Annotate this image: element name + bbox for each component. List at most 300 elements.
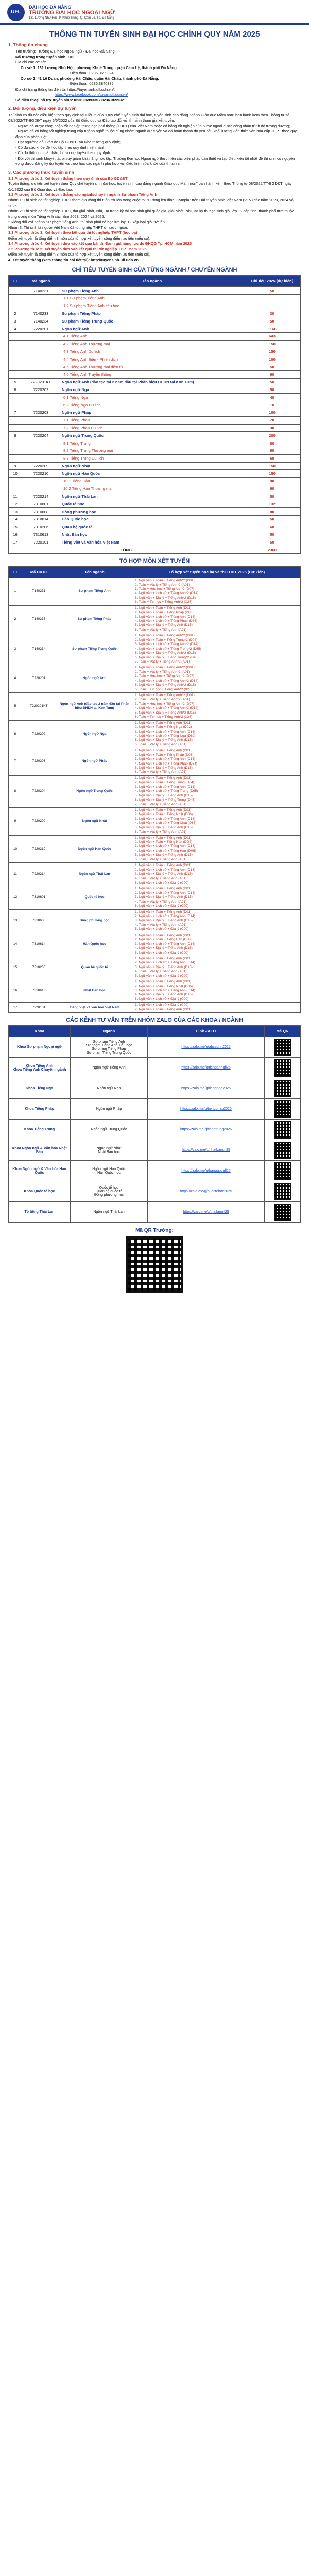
col-header: Link ZALO [148, 1026, 265, 1037]
quota-value: 60 [244, 454, 301, 462]
zalo-qr-code[interactable] [274, 1121, 291, 1139]
quota-value: 50 [244, 531, 301, 538]
quota-code [22, 294, 60, 302]
combo-tt: 15 [9, 956, 22, 979]
combo-major-name: Ngôn ngữ Pháp [56, 748, 133, 776]
quota-tt: 16 [9, 531, 22, 538]
quota-major-name: Quốc tế học [60, 500, 244, 508]
combo-major-name: Ngôn ngữ Nhật [56, 807, 133, 835]
zalo-majors: Ngôn ngữ Nhật Nhật Bản học [71, 1140, 148, 1161]
quota-row [9, 500, 301, 508]
quota-tt [9, 416, 22, 424]
quota-value: 30 [244, 424, 301, 432]
zalo-qr-cell [265, 1099, 301, 1120]
quota-tt [9, 485, 22, 493]
quota-code [22, 401, 60, 409]
quota-tt: 4 [9, 325, 22, 333]
zalo-majors: Sư phạm Tiếng Anh Sư phạm Tiếng Anh Tiểu học Sư phạm Tiếng Pháp Sư phạm Tiếng Trung Quốc [71, 1037, 148, 1058]
zalo-link[interactable]: https://zalo.me/g/nhatbanufl25 [148, 1140, 265, 1161]
quota-code: 7140234 [22, 317, 60, 325]
combo-subjects: 1. Ngữ văn + Toán + Tiếng Anh (D01) 2. Ngữ văn + Toán + Tiếng Pháp (D03) 3. Ngữ văn + Lịch sử + Tiếng Anh (D14) 4. Ngữ văn + Lịch sử + Tiếng Pháp (D64) 5. Ngữ văn + Địa lý + Tiếng Anh (D15) 6. Toán + Vật lý + Tiếng Anh (A01) [133, 605, 301, 633]
quota-row [9, 538, 301, 546]
combo-row [9, 605, 301, 633]
quota-value: 50 [244, 317, 301, 325]
quota-code: 7220201 [22, 325, 60, 333]
zalo-qr-code[interactable] [274, 1183, 291, 1200]
quota-tt [9, 394, 22, 401]
method-heading: 3.2 Phương thức 2: Xét tuyển thẳng vào ngành/chuyên ngành Sư phạm Tiếng Anh [8, 192, 158, 197]
quota-tt: 11 [9, 493, 22, 500]
quota-code: 7310601 [22, 500, 60, 508]
zalo-row [9, 1058, 301, 1078]
quota-row [9, 478, 301, 485]
col-header: Tên ngành [60, 276, 244, 287]
combo-code: 7310613 [22, 979, 56, 1003]
quota-code [22, 370, 60, 378]
quota-row [9, 485, 301, 493]
combo-subjects: 1. Ngữ văn + Toán + Tiếng Anh (D01) 2. Ngữ văn + Lịch sử + Tiếng Anh (D14) 3. Ngữ văn + Địa lý + Tiếng Anh (D15) 4. Toán + Vật lý + Tiếng Anh (A01) 5. Ngữ văn + Lịch sử + Địa lý (C00) [133, 863, 301, 886]
combo-code: 7220203 [22, 748, 56, 776]
zalo-link[interactable]: https://zalo.me/g/abcspnn2025 [148, 1037, 265, 1058]
combo-major-name: Nhật Bản học [56, 979, 133, 1003]
zalo-row [9, 1140, 301, 1161]
intro-section [0, 42, 309, 263]
method-text: Nhóm 1: Thí sinh đã tốt nghiệp THPT tham gia vòng thi tuần trở lên trong cuộc thi "Đường lên đỉnh Olympia" trên Đài truyền hình Việt Nam (VTV) các năm 2023, 2024 và 2025. [8, 197, 294, 208]
quota-major-name: Nhật Bản học [60, 531, 244, 538]
combo-code: 7140234 [22, 633, 56, 665]
zalo-qr-cell [265, 1120, 301, 1140]
col-header: TT [9, 567, 22, 578]
zalo-faculty: Khoa Ngôn ngữ & Văn hóa Nhật Bản [9, 1140, 71, 1161]
quota-major-name: Ngôn ngữ Nga [60, 386, 244, 394]
combo-row [9, 665, 301, 693]
quota-code: 7310608 [22, 508, 60, 516]
quota-tt: 9 [9, 462, 22, 470]
combo-row [9, 863, 301, 886]
combo-tt: 5 [9, 693, 22, 721]
quota-table-title: CHỈ TIÊU TUYỂN SINH CỦA TỪNG NGÀNH / CHUYÊN NGÀNH [72, 267, 237, 274]
combo-tt: 13 [9, 909, 22, 933]
zalo-majors: Ngôn ngữ Nga [71, 1078, 148, 1099]
combo-subjects: 1. Ngữ văn + Toán + Tiếng Anh*2 (D01) 2. Toán + Vật lý + Tiếng Anh*2 (A01) 3. Toán + Hóa học + Tiếng Anh*2 (D07) 4. Ngữ văn + Lịch sử + Tiếng Anh*2 (D14) 5. Ngữ văn + Địa lý + Tiếng Anh*2 (D15) 6. Toán + Tin học + Tiếng Anh*2 (X26) [133, 665, 301, 693]
quota-row [9, 409, 301, 416]
quota-major-name: 1.1 Sư phạm Tiếng Anh [60, 294, 244, 302]
zalo-faculty: Tổ tiếng Thái Lan [9, 1202, 71, 1223]
quota-tt [9, 478, 22, 485]
quota-code [22, 348, 60, 355]
combo-row [9, 979, 301, 1003]
quota-major-name: 4.2 Tiếng Anh Thương mại [60, 340, 244, 348]
zalo-link[interactable]: https://zalo.me/g/tiengphap2025 [148, 1099, 265, 1120]
quota-code: 7220210 [22, 470, 60, 478]
combo-row [9, 956, 301, 979]
quota-row [9, 378, 301, 386]
quota-row [9, 447, 301, 454]
combo-subjects: 1. Ngữ văn + Toán + Tiếng Anh (D01) 2. Ngữ văn + Toán + Tiếng Hàn (DD2) 3. Ngữ văn + Lịch sử + Tiếng Anh (D14) 4. Ngữ văn + Lịch sử + Tiếng Hàn (DH5) 5. Ngữ văn + Địa lý + Tiếng Anh (D15) 6. Toán + Vật lý + Tiếng Anh (A01) [133, 835, 301, 863]
quota-major-name: Ngôn ngữ Anh (đào tạo tại 2 năm đầu tại Phân hiệu ĐHĐN tại Kon Tum) [60, 378, 244, 386]
quota-row [9, 470, 301, 478]
zalo-row [9, 1202, 301, 1223]
quota-major-name: Đông phương học [60, 508, 244, 516]
zalo-qr-code[interactable] [274, 1162, 291, 1180]
combo-code: 7220214 [22, 863, 56, 886]
combo-row [9, 1003, 301, 1013]
zalo-qr-cell [265, 1078, 301, 1099]
combo-subjects: 1. Ngữ văn + Toán + Tiếng Anh*2 (D01) 2. Toán + Vật lý + Tiếng Anh*2 (A01) 3. Toán + Hóa học + Tiếng Anh*2 (D07) 4. Ngữ văn + Lịch sử + Tiếng Anh*2 (D14) 5. Ngữ văn + Địa lý + Tiếng Anh*2 (D15) 6. Toán + Tin học + Tiếng Anh*2 (X26) [133, 693, 301, 721]
zalo-qr-cell [265, 1037, 301, 1058]
quota-code: 7220204 [22, 432, 60, 439]
quota-code [22, 454, 60, 462]
quota-major-name: 1.2 Sư phạm Tiếng Anh tiểu học [60, 302, 244, 310]
zalo-faculty: Khoa Quốc tế học [9, 1181, 71, 1202]
combo-major-name: Tiếng Việt và văn hóa Việt Nam [56, 1003, 133, 1013]
method-text: Nhóm 3: Thí sinh là người Việt Nam đã tốt nghiệp THPT ở nước ngoài. [8, 225, 128, 230]
zalo-link[interactable]: https://zalo.me/g/hanquocufl25 [148, 1161, 265, 1181]
zalo-link[interactable]: https://zalo.me/g/thailanufl25 [148, 1202, 265, 1223]
quota-value: 50 [244, 516, 301, 523]
combo-major-name: Đông phương học [56, 909, 133, 933]
quota-row [9, 294, 301, 302]
university-logo [7, 4, 25, 21]
combo-code: 7220201KT [22, 693, 56, 721]
combo-major-name: Ngôn ngữ Nga [56, 720, 133, 748]
combo-code: 7220101 [22, 1003, 56, 1013]
zalo-link[interactable]: https://zalo.me/g/tiengtrung2025 [148, 1120, 265, 1140]
quota-value: 30 [244, 310, 301, 317]
combo-major-name: Hàn Quốc học [56, 933, 133, 956]
method-text: Tuyển thẳng, ưu tiên xét tuyển theo Quy chế tuyển sinh đại học; tuyển sinh cao đẳng ngành Giáo dục Mầm non" ban hành kèm theo Thông tư 08/2022/TT-BGDĐT ngày 6/6/2022 của Bộ Giáo dục và Đào tạo. [8, 181, 292, 192]
quota-tt: 14 [9, 516, 22, 523]
quota-value: 50 [244, 538, 301, 546]
quota-code [22, 478, 60, 485]
zalo-qr-cell [265, 1181, 301, 1202]
combo-tt: 9 [9, 807, 22, 835]
quota-major-name: 4.1 Tiếng Anh [60, 332, 244, 340]
quota-value: 50 [244, 378, 301, 386]
method-heading: 3.4 Phương thức 4: Xét tuyển dựa vào kết quả bài thi Đánh giá năng lực do ĐHQG Tp. HCM năm 2025 [8, 241, 192, 246]
zalo-qr-code[interactable] [274, 1142, 291, 1159]
quota-value: 150 [244, 340, 301, 348]
combo-major-name: Quốc tế học [56, 886, 133, 909]
quota-value: 90 [244, 478, 301, 485]
zalo-row [9, 1037, 301, 1058]
quota-tt [9, 424, 22, 432]
facebook-link[interactable]: https://www.facebook.com/tuvan.ufl.udn.vn/ [55, 92, 128, 97]
combo-row [9, 578, 301, 606]
quota-code [22, 485, 60, 493]
quota-code: 7140233 [22, 310, 60, 317]
quota-value: 132 [244, 500, 301, 508]
combo-major-name: Ngôn ngữ Anh (đào tạo 2 năm đầu tại Phân hiệu ĐHĐN tại Kon Tum) [56, 693, 133, 721]
combo-subjects: 1. Ngữ văn + Toán + Tiếng Anh (D01) 2. Ngữ văn + Toán + Tiếng Pháp (D03) 3. Ngữ văn + Lịch sử + Tiếng Anh (D14) 4. Ngữ văn + Lịch sử + Tiếng Pháp (D64) 5. Ngữ văn + Địa lý + Tiếng Anh (D15) 6. Toán + Vật lý + Tiếng Anh (A01) [133, 748, 301, 776]
quota-row [9, 355, 301, 363]
quota-major-name: Hàn Quốc học [60, 516, 244, 523]
quota-major-name: Ngôn ngữ Pháp [60, 409, 244, 416]
zalo-row [9, 1181, 301, 1202]
combo-code: 7220202 [22, 720, 56, 748]
col-header: Mã ngành [22, 276, 60, 287]
col-header: Mã QR [265, 1026, 301, 1037]
combo-code: 7140233 [22, 605, 56, 633]
quota-row [9, 416, 301, 424]
zalo-row [9, 1099, 301, 1120]
method-heading: 3.1 Phương thức 1: Xét tuyển thẳng theo quy định của Bộ GD&ĐT [8, 176, 128, 181]
quota-row [9, 370, 301, 378]
combo-major-name: Quan hệ quốc tế [56, 956, 133, 979]
zalo-qr-code[interactable] [274, 1080, 291, 1097]
quota-code: 7220203 [22, 409, 60, 416]
combo-table [8, 566, 301, 1013]
combo-row [9, 748, 301, 776]
quota-value: 150 [244, 348, 301, 355]
quota-value: 80 [244, 439, 301, 447]
quota-major-name: Ngôn ngữ Hàn Quốc [60, 470, 244, 478]
quota-row [9, 424, 301, 432]
quota-row [9, 340, 301, 348]
intro-line: Cơ sở 2: 41 Lê Duẩn, phường Hải Châu, quận Hải Châu, thành phố Đà Nẵng. [21, 76, 159, 81]
combo-code: 7220210 [22, 835, 56, 863]
quota-tt [9, 294, 22, 302]
quota-value: 200 [244, 432, 301, 439]
quota-major-name: 4.5 Tiếng Anh Thương mại điện tử [60, 363, 244, 371]
intro-line: Địa chỉ trang thông tin điện tử: https://tuyensinh.ufl.udn.vn/; [15, 87, 115, 92]
col-header: Ngành [71, 1026, 148, 1037]
intro-bullet: - Người đã có bằng tốt nghiệp trung cấp ngành nghề thuộc cùng nhóm ngành dự tuyển và đã hoàn thành đủ yêu cầu khối lượng kiến thức văn hóa cấp THPT theo quy định của pháp luật. [8, 129, 301, 140]
quota-major-name: 10.2 Tiếng Hàn Thương mại [60, 485, 244, 493]
quota-row [9, 401, 301, 409]
combo-code: 7310608 [22, 909, 56, 933]
combo-tt: 11 [9, 863, 22, 886]
zalo-majors: Quốc tế học Quan hệ quốc tế Đông phương học [71, 1181, 148, 1202]
quota-tt: 13 [9, 508, 22, 516]
zalo-table [8, 1025, 301, 1223]
quota-row [9, 302, 301, 310]
quota-code [22, 394, 60, 401]
quota-major-name: 8.2 Tiếng Trung Thương mại [60, 447, 244, 454]
quota-major-name: 7.1 Tiếng Pháp [60, 416, 244, 424]
combo-row [9, 633, 301, 665]
quota-code [22, 332, 60, 340]
quota-value [244, 302, 301, 310]
combo-row [9, 835, 301, 863]
zalo-row [9, 1120, 301, 1140]
combo-row [9, 775, 301, 807]
zalo-faculty: Khoa Tiếng Nga [9, 1078, 71, 1099]
quota-table [8, 275, 301, 554]
quota-tt: 17 [9, 538, 22, 546]
quota-value: 10 [244, 401, 301, 409]
combo-row [9, 933, 301, 956]
combo-code: 7310206 [22, 956, 56, 979]
quota-major-name: 4.6 Tiếng Anh Truyền thông [60, 370, 244, 378]
combo-tt: 8 [9, 775, 22, 807]
zalo-majors: Ngôn ngữ Thái Lan [71, 1202, 148, 1223]
combo-tt: 16 [9, 979, 22, 1003]
zalo-faculty: Khoa Tiếng Anh Khoa Tiếng Anh Chuyên ngành [9, 1058, 71, 1078]
quota-code: 7220201KT [22, 378, 60, 386]
quota-major-name: 8.1 Tiếng Trung [60, 439, 244, 447]
quota-total-row [9, 546, 301, 554]
intro-line: Số điện thoại hỗ trợ tuyển sinh: 0236.3699335 / 0236.3699321 [15, 97, 126, 103]
col-header: Tổ hợp xét tuyển học bạ và thi THPT 2025 (Dự kiến) [133, 567, 301, 578]
quota-tt: 12 [9, 500, 22, 508]
page-title: THÔNG TIN TUYỂN SINH ĐẠI HỌC CHÍNH QUY NĂM 2025 [49, 30, 260, 39]
quota-major-name: Sư phạm Tiếng Pháp [60, 310, 244, 317]
quota-code: 7310613 [22, 531, 60, 538]
quota-row [9, 317, 301, 325]
quota-code: 7220209 [22, 462, 60, 470]
combo-tt: 2 [9, 605, 22, 633]
quota-tt [9, 370, 22, 378]
quota-row [9, 493, 301, 500]
combo-row [9, 886, 301, 909]
quota-value: 60 [244, 370, 301, 378]
method-text: Nhóm 2: Thí sinh đã tốt nghiệp THPT, đạt giải Nhất, Nhì, Ba trong kỳ thi học sinh giỏi quốc gia, giải Nhất, Nhì, Ba kỳ thi học sinh giỏi lớp 12 cấp tỉnh, thành phố trực thuộc trung ương môn Tiếng Anh các năm 2023, 2024 và 2025. [8, 209, 294, 219]
quota-code [22, 355, 60, 363]
quota-tt [9, 401, 22, 409]
school-qr-code[interactable] [126, 1236, 183, 1293]
quota-tt: 1 [9, 287, 22, 295]
zalo-link[interactable]: https://zalo.me/g/tienganhufl25 [148, 1058, 265, 1078]
quota-row [9, 325, 301, 333]
quota-code [22, 340, 60, 348]
method-text: Điểm xét tuyển là tổng điểm 3 môn của tổ hợp xét tuyển cộng điểm ưu tiên (nếu có). [8, 235, 151, 241]
intro-line: Cơ sở 1: 131 Lương Nhữ Hộc, phường Khuê Trung, quận Cẩm Lệ, thành phố Đà Nẵng. [21, 65, 178, 70]
zalo-qr-cell [265, 1058, 301, 1078]
quota-row [9, 432, 301, 439]
quota-code: 7220214 [22, 493, 60, 500]
zalo-majors: Ngôn ngữ Hàn Quốc Hàn Quốc học [71, 1161, 148, 1181]
quota-tt [9, 454, 22, 462]
quota-tt [9, 439, 22, 447]
intro-line: Tên trường: Trường Đại học Ngoại ngữ - Đại học Đà Nẵng [15, 49, 115, 54]
zalo-qr-code[interactable] [274, 1059, 291, 1077]
combo-tt: 12 [9, 886, 22, 909]
quota-row [9, 462, 301, 470]
intro-line: Mã trường trong tuyển sinh: DDF [15, 54, 76, 59]
quota-tt: 2 [9, 310, 22, 317]
zalo-qr-code[interactable] [274, 1039, 291, 1056]
quota-major-name: 4.4 Tiếng Anh Biên - Phiên dịch [60, 355, 244, 363]
col-header: Tên ngành [56, 567, 133, 578]
quota-row [9, 516, 301, 523]
combo-subjects: 1. Ngữ văn + Toán + Tiếng Anh (D01) 2. Ngữ văn + Toán + Tiếng Trung (D04) 3. Ngữ văn + Lịch sử + Tiếng Anh (D14) 4. Ngữ văn + Lịch sử + Tiếng Trung (D65) 5. Ngữ văn + Địa lý + Tiếng Anh (D15) 6. Ngữ văn + Địa lý + Tiếng Trung (D45) 7. Toán + Vật lý + Tiếng Anh (A01) [133, 775, 301, 807]
combo-code: 7220201 [22, 665, 56, 693]
quota-value: 50 [244, 287, 301, 295]
combo-major-name: Ngôn ngữ Hàn Quốc [56, 835, 133, 863]
zalo-majors: Ngôn ngữ Trung Quốc [71, 1120, 148, 1140]
zalo-majors: Ngôn ngữ Pháp [71, 1099, 148, 1120]
quota-major-name: 7.2 Tiếng Pháp Du lịch [60, 424, 244, 432]
combo-code: 7310614 [22, 933, 56, 956]
quota-tt [9, 302, 22, 310]
combo-subjects: 1. Ngữ văn + Toán + Tiếng Anh (D01) 2. Ngữ văn + Lịch sử + Tiếng Anh (D14) 3. Ngữ văn + Địa lý + Tiếng Anh (D15) 4. Toán + Vật lý + Tiếng Anh (A01) 5. Ngữ văn + Lịch sử + Địa lý (C00) [133, 886, 301, 909]
quota-tt: 3 [9, 317, 22, 325]
combo-tt: 7 [9, 748, 22, 776]
method-heading: 3.3 Phương thức 3: Xét tuyển theo kết quả thi tốt nghiệp THPT (học bạ) [8, 230, 138, 235]
combo-major-name: Sư phạm Tiếng Trung Quốc [56, 633, 133, 665]
zalo-faculty: Khoa Tiếng Trung [9, 1120, 71, 1140]
intro-heading-eligibility: 2. Đối tượng, điều kiện dự tuyển [8, 106, 77, 111]
intro-bullet: - Người đã được công nhận tốt nghiệp trung học phổ thông (THPT) của Việt Nam hoặc có bằng tốt nghiệp của nước ngoài được công nhận trình độ tương đương; [8, 124, 301, 129]
quota-value: 60 [244, 447, 301, 454]
quota-value: 60 [244, 485, 301, 493]
quota-value: 80 [244, 508, 301, 516]
quota-row [9, 310, 301, 317]
quota-major-name: 8.3 Tiếng Trung Du lịch [60, 454, 244, 462]
quota-code [22, 447, 60, 454]
quota-tt [9, 340, 22, 348]
quota-value: 70 [244, 416, 301, 424]
combo-subjects: 1. Ngữ văn + Toán + Tiếng Anh*2 (D01) 2. Toán + Vật lý + Tiếng Anh*2 (A01) 3. Toán + Hóa học + Tiếng Anh*2 (D07) 4. Ngữ văn + Lịch sử + Tiếng Anh*2 (D14) 5. Ngữ văn + Địa lý + Tiếng Anh*2 (D15) 6. Toán + Tin học + Tiếng Anh*2 (X26) [133, 578, 301, 606]
combo-major-name: Sư phạm Tiếng Pháp [56, 605, 133, 633]
logo-text: UFL [11, 9, 21, 15]
intro-paragraph: Thí sinh có đủ các điều kiện theo quy định tại Điều 5 của "Quy chế tuyển sinh đại học, tuyển sinh cao đẳng ngành Giáo dục Mầm non" ban hành kèm theo Thông tư số 08/2022/TT-BGDĐT ngày 6/6/2022 của Bộ Giáo dục và Đào tạo đối với thí sinh tham gia xét tuyển. [8, 112, 290, 123]
school-qr-label: Mã QR Trường: [135, 1228, 174, 1234]
quota-major-name: 10.1 Tiếng Hàn [60, 478, 244, 485]
quota-tt: 8 [9, 432, 22, 439]
quota-row [9, 439, 301, 447]
zalo-qr-code[interactable] [274, 1100, 291, 1118]
quota-tt: 6 [9, 386, 22, 394]
quota-major-name: 6.2 Tiếng Nga Du lịch [60, 401, 244, 409]
intro-heading-general: 1. Thông tin chung [8, 42, 48, 47]
combo-code: 7220204 [22, 775, 56, 807]
quota-tt [9, 355, 22, 363]
quota-major-name: Ngôn ngữ Anh [60, 325, 244, 333]
combo-tt: 1 [9, 578, 22, 606]
combo-tt: 14 [9, 933, 22, 956]
method-heading: 4. Xét tuyển thẳng (xem thông tin chi tiết tại): http://tuyensinh.ufl.udn.vn [8, 257, 139, 262]
quota-major-name: Ngôn ngữ Nhật [60, 462, 244, 470]
quota-major-name: Sư phạm Tiếng Anh [60, 287, 244, 295]
quota-code: 7310614 [22, 516, 60, 523]
quota-value: 100 [244, 409, 301, 416]
intro-bullet: - Đối với thí sinh khuyết tật bị suy giảm khả năng học tập, Trường Đại học Ngoại ngữ thực hiện các biện pháp cần thiết và tạo điều kiện tốt nhất để thí sinh có nguyện vọng được đăng ký dự tuyển và theo học các ngành phù hợp với điều kiện sức khỏe của thí sinh. [8, 156, 301, 167]
quota-tt [9, 363, 22, 371]
zalo-qr-code[interactable] [274, 1204, 291, 1221]
combo-row [9, 720, 301, 748]
school-qr-section [0, 1228, 309, 1293]
quota-value: 40 [244, 394, 301, 401]
zalo-link[interactable]: https://zalo.me/g/quoctehoc2025 [148, 1181, 265, 1202]
quota-code [22, 416, 60, 424]
combo-subjects: 1. Ngữ văn + Toán + Tiếng Anh (D01) 2. Ngữ văn + Toán + Tiếng Hàn (DD2) 3. Ngữ văn + Lịch sử + Tiếng Anh (D14) 4. Ngữ văn + Địa lý + Tiếng Anh (D15) 5. Ngữ văn + Lịch sử + Địa lý (C00) [133, 933, 301, 956]
combo-tt: 3 [9, 633, 22, 665]
quota-code: 7140231 [22, 287, 60, 295]
combo-major-name: Ngôn ngữ Trung Quốc [56, 775, 133, 807]
method-heading: 3.5 Phương thức 5: Xét tuyển dựa vào kết quả thi tốt nghiệp THPT năm 2025 [8, 246, 147, 251]
quota-value: 150 [244, 470, 301, 478]
zalo-faculty: Khoa Sư phạm Ngoại ngữ [9, 1037, 71, 1058]
combo-subjects: 1. Ngữ văn + Lịch sử + Địa lý (C00) 2. Ngữ văn + Toán + Tiếng Anh (D01) [133, 1003, 301, 1013]
col-header: TT [9, 276, 22, 287]
method-text: Điểm xét tuyển là tổng điểm 3 môn của tổ hợp xét tuyển cộng điểm ưu tiên (nếu có). [8, 252, 151, 257]
header-line1: ĐẠI HỌC ĐÀ NẴNG [29, 4, 72, 10]
quota-code: 7310206 [22, 523, 60, 531]
quota-major-name: Tiếng Việt và văn hóa Việt Nam [60, 538, 244, 546]
quota-tt [9, 348, 22, 355]
quota-code [22, 363, 60, 371]
zalo-qr-cell [265, 1140, 301, 1161]
quota-major-name: 6.1 Tiếng Nga [60, 394, 244, 401]
intro-bullet: - Có đủ thông tin cá nhân, hồ sơ dự tuyển theo quy định. [8, 150, 301, 156]
quota-row [9, 394, 301, 401]
quota-row [9, 531, 301, 538]
zalo-link[interactable]: https://zalo.me/g/tiengnga2025 [148, 1078, 265, 1099]
quota-value: 60 [244, 523, 301, 531]
intro-line: Điện thoại: 0236.3840385 [70, 81, 114, 87]
